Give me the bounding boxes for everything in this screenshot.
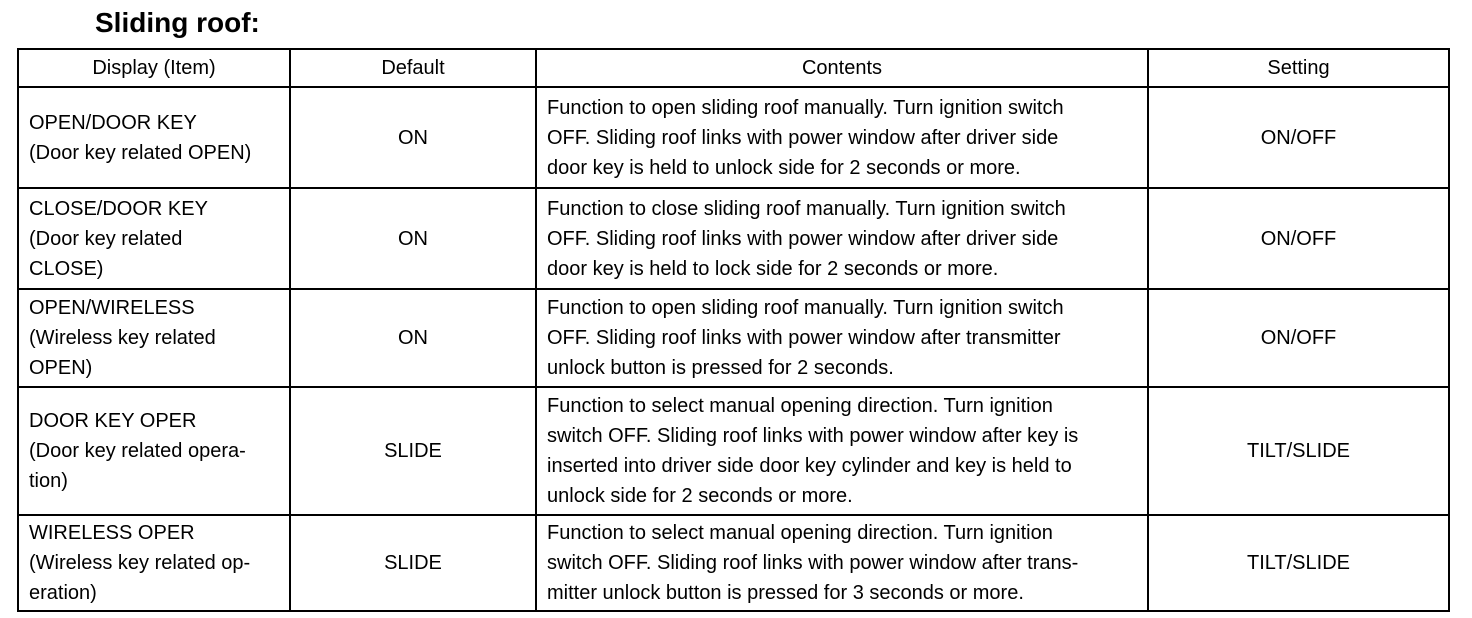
contents-line: mitter unlock button is pressed for 3 seconds or more. bbox=[547, 582, 1024, 604]
display-item-line: (Door key related bbox=[29, 227, 183, 250]
default-value: SLIDE bbox=[290, 515, 536, 611]
setting-value: ON/OFF bbox=[1148, 289, 1449, 387]
contents-line: door key is held to unlock side for 2 seconds or more. bbox=[547, 156, 1021, 179]
table-row bbox=[18, 188, 1449, 289]
contents-line: Function to select manual opening direction. Turn ignition bbox=[547, 522, 1053, 544]
table-row bbox=[18, 387, 1449, 515]
contents-cell bbox=[536, 188, 1148, 289]
contents-line: door key is held to lock side for 2 seconds or more. bbox=[547, 257, 999, 280]
display-item-line: OPEN) bbox=[29, 357, 93, 379]
header-default: Default bbox=[290, 49, 536, 87]
setting-value: ON/OFF bbox=[1148, 188, 1449, 289]
table-row bbox=[18, 289, 1449, 387]
display-item-line: CLOSE/DOOR KEY bbox=[29, 197, 208, 220]
table-row bbox=[18, 87, 1449, 188]
display-item-line: CLOSE) bbox=[29, 257, 104, 280]
display-item-cell bbox=[18, 387, 290, 515]
setting-value: TILT/SLIDE bbox=[1148, 515, 1449, 611]
display-item-cell bbox=[18, 188, 290, 289]
display-item-line: (Door key related OPEN) bbox=[29, 141, 252, 164]
section-title: Sliding roof: bbox=[95, 7, 260, 38]
display-item-line: tion) bbox=[29, 470, 68, 492]
sliding-roof-settings-table bbox=[17, 48, 1450, 612]
default-value: ON bbox=[290, 289, 536, 387]
header-row bbox=[18, 49, 1449, 87]
contents-line: Function to select manual opening direction. Turn ignition bbox=[547, 395, 1053, 417]
contents-cell bbox=[536, 289, 1148, 387]
default-value: ON bbox=[290, 87, 536, 188]
contents-line: unlock button is pressed for 2 seconds. bbox=[547, 357, 894, 379]
table-row bbox=[18, 515, 1449, 611]
contents-line: switch OFF. Sliding roof links with power window after key is bbox=[547, 425, 1079, 447]
default-value: ON bbox=[290, 188, 536, 289]
contents-cell bbox=[536, 515, 1148, 611]
header-contents: Contents bbox=[536, 49, 1148, 87]
contents-cell bbox=[536, 87, 1148, 188]
display-item-line: (Wireless key related op- bbox=[29, 552, 251, 574]
header-display-item: Display (Item) bbox=[18, 49, 290, 87]
setting-value: ON/OFF bbox=[1148, 87, 1449, 188]
contents-line: inserted into driver side door key cylinder and key is held to bbox=[547, 455, 1072, 477]
display-item-cell bbox=[18, 515, 290, 611]
display-item-line: OPEN/DOOR KEY bbox=[29, 111, 197, 134]
display-item-line: (Door key related opera- bbox=[29, 440, 246, 462]
contents-line: unlock side for 2 seconds or more. bbox=[547, 485, 853, 507]
display-item-cell bbox=[18, 289, 290, 387]
contents-line: switch OFF. Sliding roof links with power window after trans- bbox=[547, 552, 1079, 574]
default-value: SLIDE bbox=[290, 387, 536, 515]
contents-line: Function to close sliding roof manually. Turn ignition switch bbox=[547, 197, 1066, 220]
display-item-cell bbox=[18, 87, 290, 188]
contents-cell bbox=[536, 387, 1148, 515]
display-item-line: eration) bbox=[29, 582, 97, 604]
display-item-line: WIRELESS OPER bbox=[29, 522, 195, 544]
display-item-line: (Wireless key related bbox=[29, 327, 216, 349]
setting-value: TILT/SLIDE bbox=[1148, 387, 1449, 515]
contents-line: OFF. Sliding roof links with power window after driver side bbox=[547, 126, 1059, 149]
header-setting: Setting bbox=[1148, 49, 1449, 87]
contents-line: Function to open sliding roof manually. Turn ignition switch bbox=[547, 96, 1064, 119]
display-item-line: OPEN/WIRELESS bbox=[29, 297, 195, 319]
contents-line: OFF. Sliding roof links with power window after transmitter bbox=[547, 327, 1061, 349]
display-item-line: DOOR KEY OPER bbox=[29, 410, 197, 432]
contents-line: Function to open sliding roof manually. Turn ignition switch bbox=[547, 297, 1064, 319]
contents-line: OFF. Sliding roof links with power window after driver side bbox=[547, 227, 1059, 250]
